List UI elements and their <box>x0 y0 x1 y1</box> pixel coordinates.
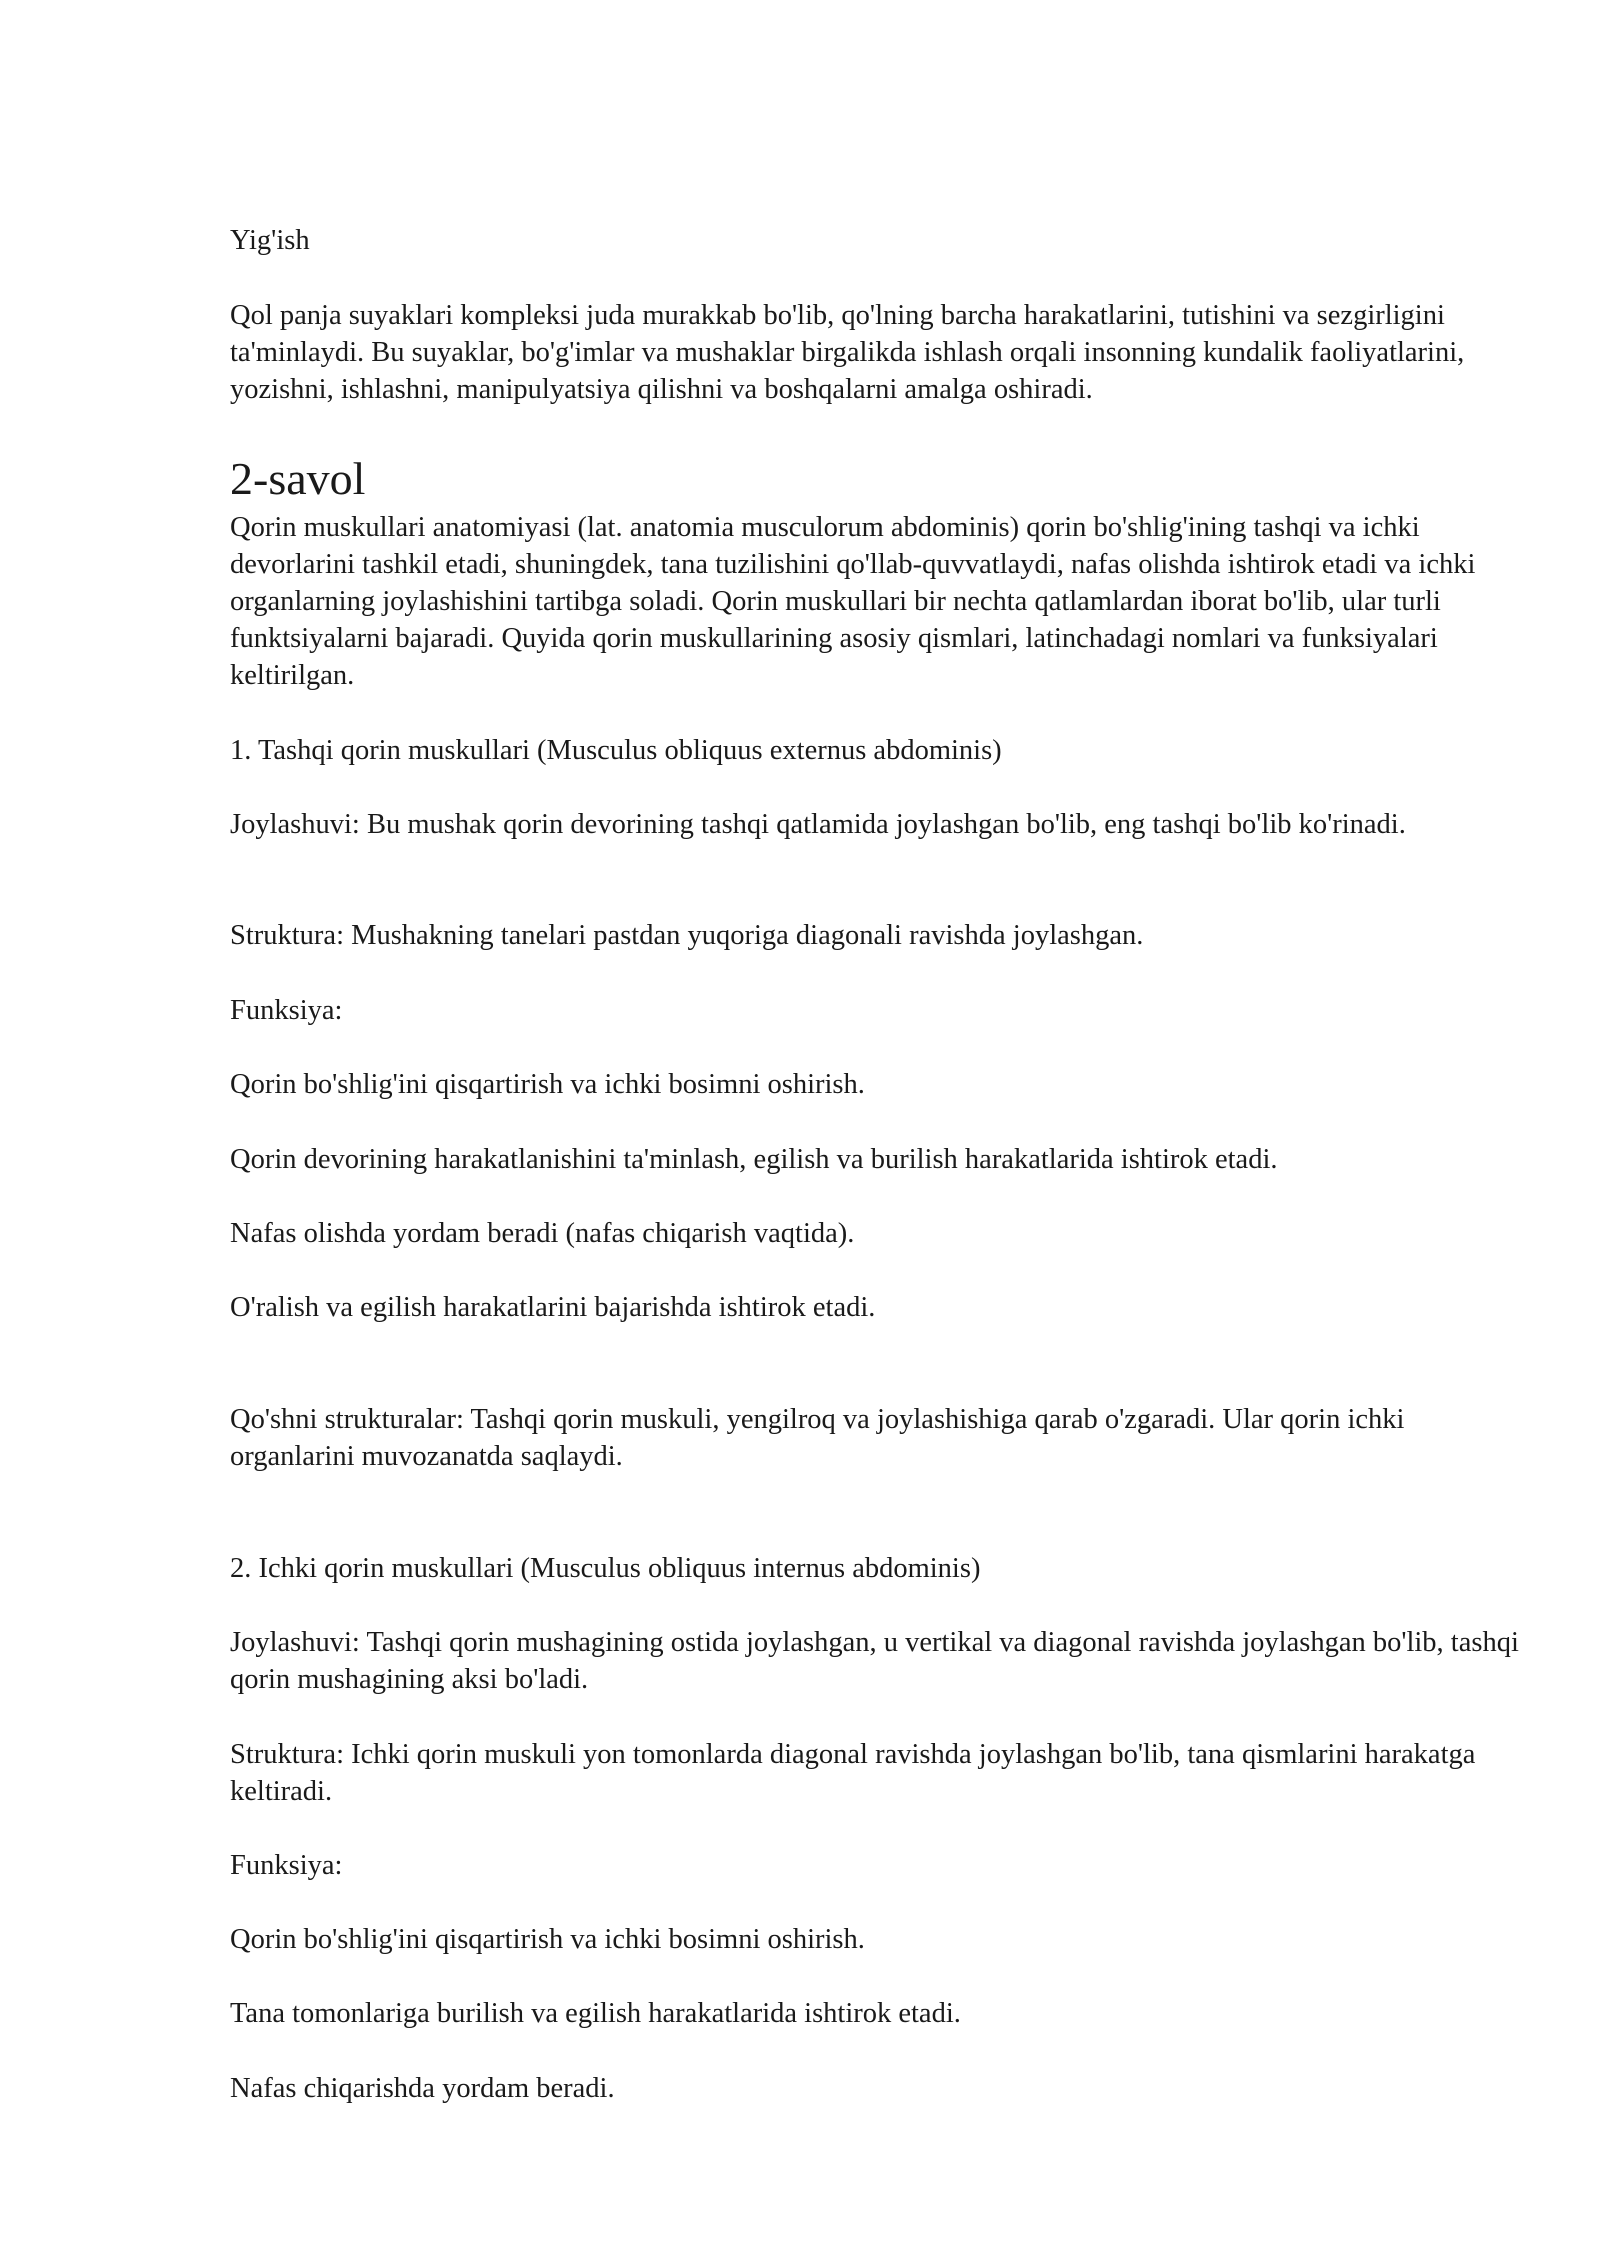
intro-heading: Yig'ish <box>230 225 310 256</box>
section-title: 2-savol <box>230 453 366 504</box>
muscle2-function-item: Qorin bo'shlig'ini qisqartirish va ichki bosimni oshirish. <box>230 1924 865 1955</box>
muscle1-function-item: Qorin devorining harakatlanishini ta'minlash, egilish va burilish harakatlarida ishtirok etadi. <box>230 1144 1278 1175</box>
muscle1-location: Joylashuvi: Bu mushak qorin devorining tashqi qatlamida joylashgan bo'lib, eng tashqi bo'lib ko'rinadi. <box>230 809 1406 840</box>
muscle2-location: Joylashuvi: Tashqi qorin mushagining ostida joylashgan, u vertikal va diagonal ravishda joylashgan bo'lib, tashqi qorin mushagining aksi bo'ladi. <box>230 1627 1519 1695</box>
muscle2-function-label: Funksiya: <box>230 1850 343 1881</box>
muscle1-title: 1. Tashqi qorin muskullari (Musculus obliquus externus abdominis) <box>230 735 1002 766</box>
muscle1-function-item: O'ralish va egilish harakatlarini bajarishda ishtirok etadi. <box>230 1292 876 1323</box>
intro-paragraph: Qol panja suyaklari kompleksi juda murakkab bo'lib, qo'lning barcha harakatlarini, tutishini va sezgirligini ta'minlaydi. Bu suyaklar, bo'g'imlar va mushaklar birgalikda ishlash orqali insonning kundalik faoliyatlarini, yozishni, ishlashni, manipulyatsiya qilishni va boshqalarni amalga oshiradi. <box>230 300 1465 405</box>
muscle1-function-label: Funksiya: <box>230 995 343 1026</box>
muscle1-function-item: Qorin bo'shlig'ini qisqartirish va ichki bosimni oshirish. <box>230 1069 865 1100</box>
muscle2-title: 2. Ichki qorin muskullari (Musculus obliquus internus abdominis) <box>230 1553 981 1584</box>
muscle2-structure: Struktura: Ichki qorin muskuli yon tomonlarda diagonal ravishda joylashgan bo'lib, tana qismlarini harakatga keltiradi. <box>230 1739 1476 1807</box>
muscle2-function-item: Nafas chiqarishda yordam beradi. <box>230 2073 615 2104</box>
section-intro: Qorin muskullari anatomiyasi (lat. anatomia musculorum abdominis) qorin bo'shlig'ining tashqi va ichki devorlarini tashkil etadi, shuningdek, tana tuzilishini qo'llab-quvvatlaydi, nafas olishda ishtirok etadi va ichki organlarning joylashishini tartibga soladi. Qorin muskullari bir nechta qatlamlardan iborat bo'lib, ular turli funktsiyalarni bajaradi. Quyida qorin muskullarining asosiy qismlari, latinchadagi nomlari va funksiyalari keltirilgan. <box>230 512 1476 691</box>
muscle1-neighbors: Qo'shni strukturalar: Tashqi qorin muskuli, yengilroq va joylashishiga qarab o'zgaradi. Ular qorin ichki organlarini muvozanatda saqlaydi. <box>230 1404 1405 1472</box>
muscle1-structure: Struktura: Mushakning tanelari pastdan yuqoriga diagonali ravishda joylashgan. <box>230 920 1144 951</box>
muscle1-function-item: Nafas olishda yordam beradi (nafas chiqarish vaqtida). <box>230 1218 855 1249</box>
muscle2-function-item: Tana tomonlariga burilish va egilish harakatlarida ishtirok etadi. <box>230 1998 961 2029</box>
